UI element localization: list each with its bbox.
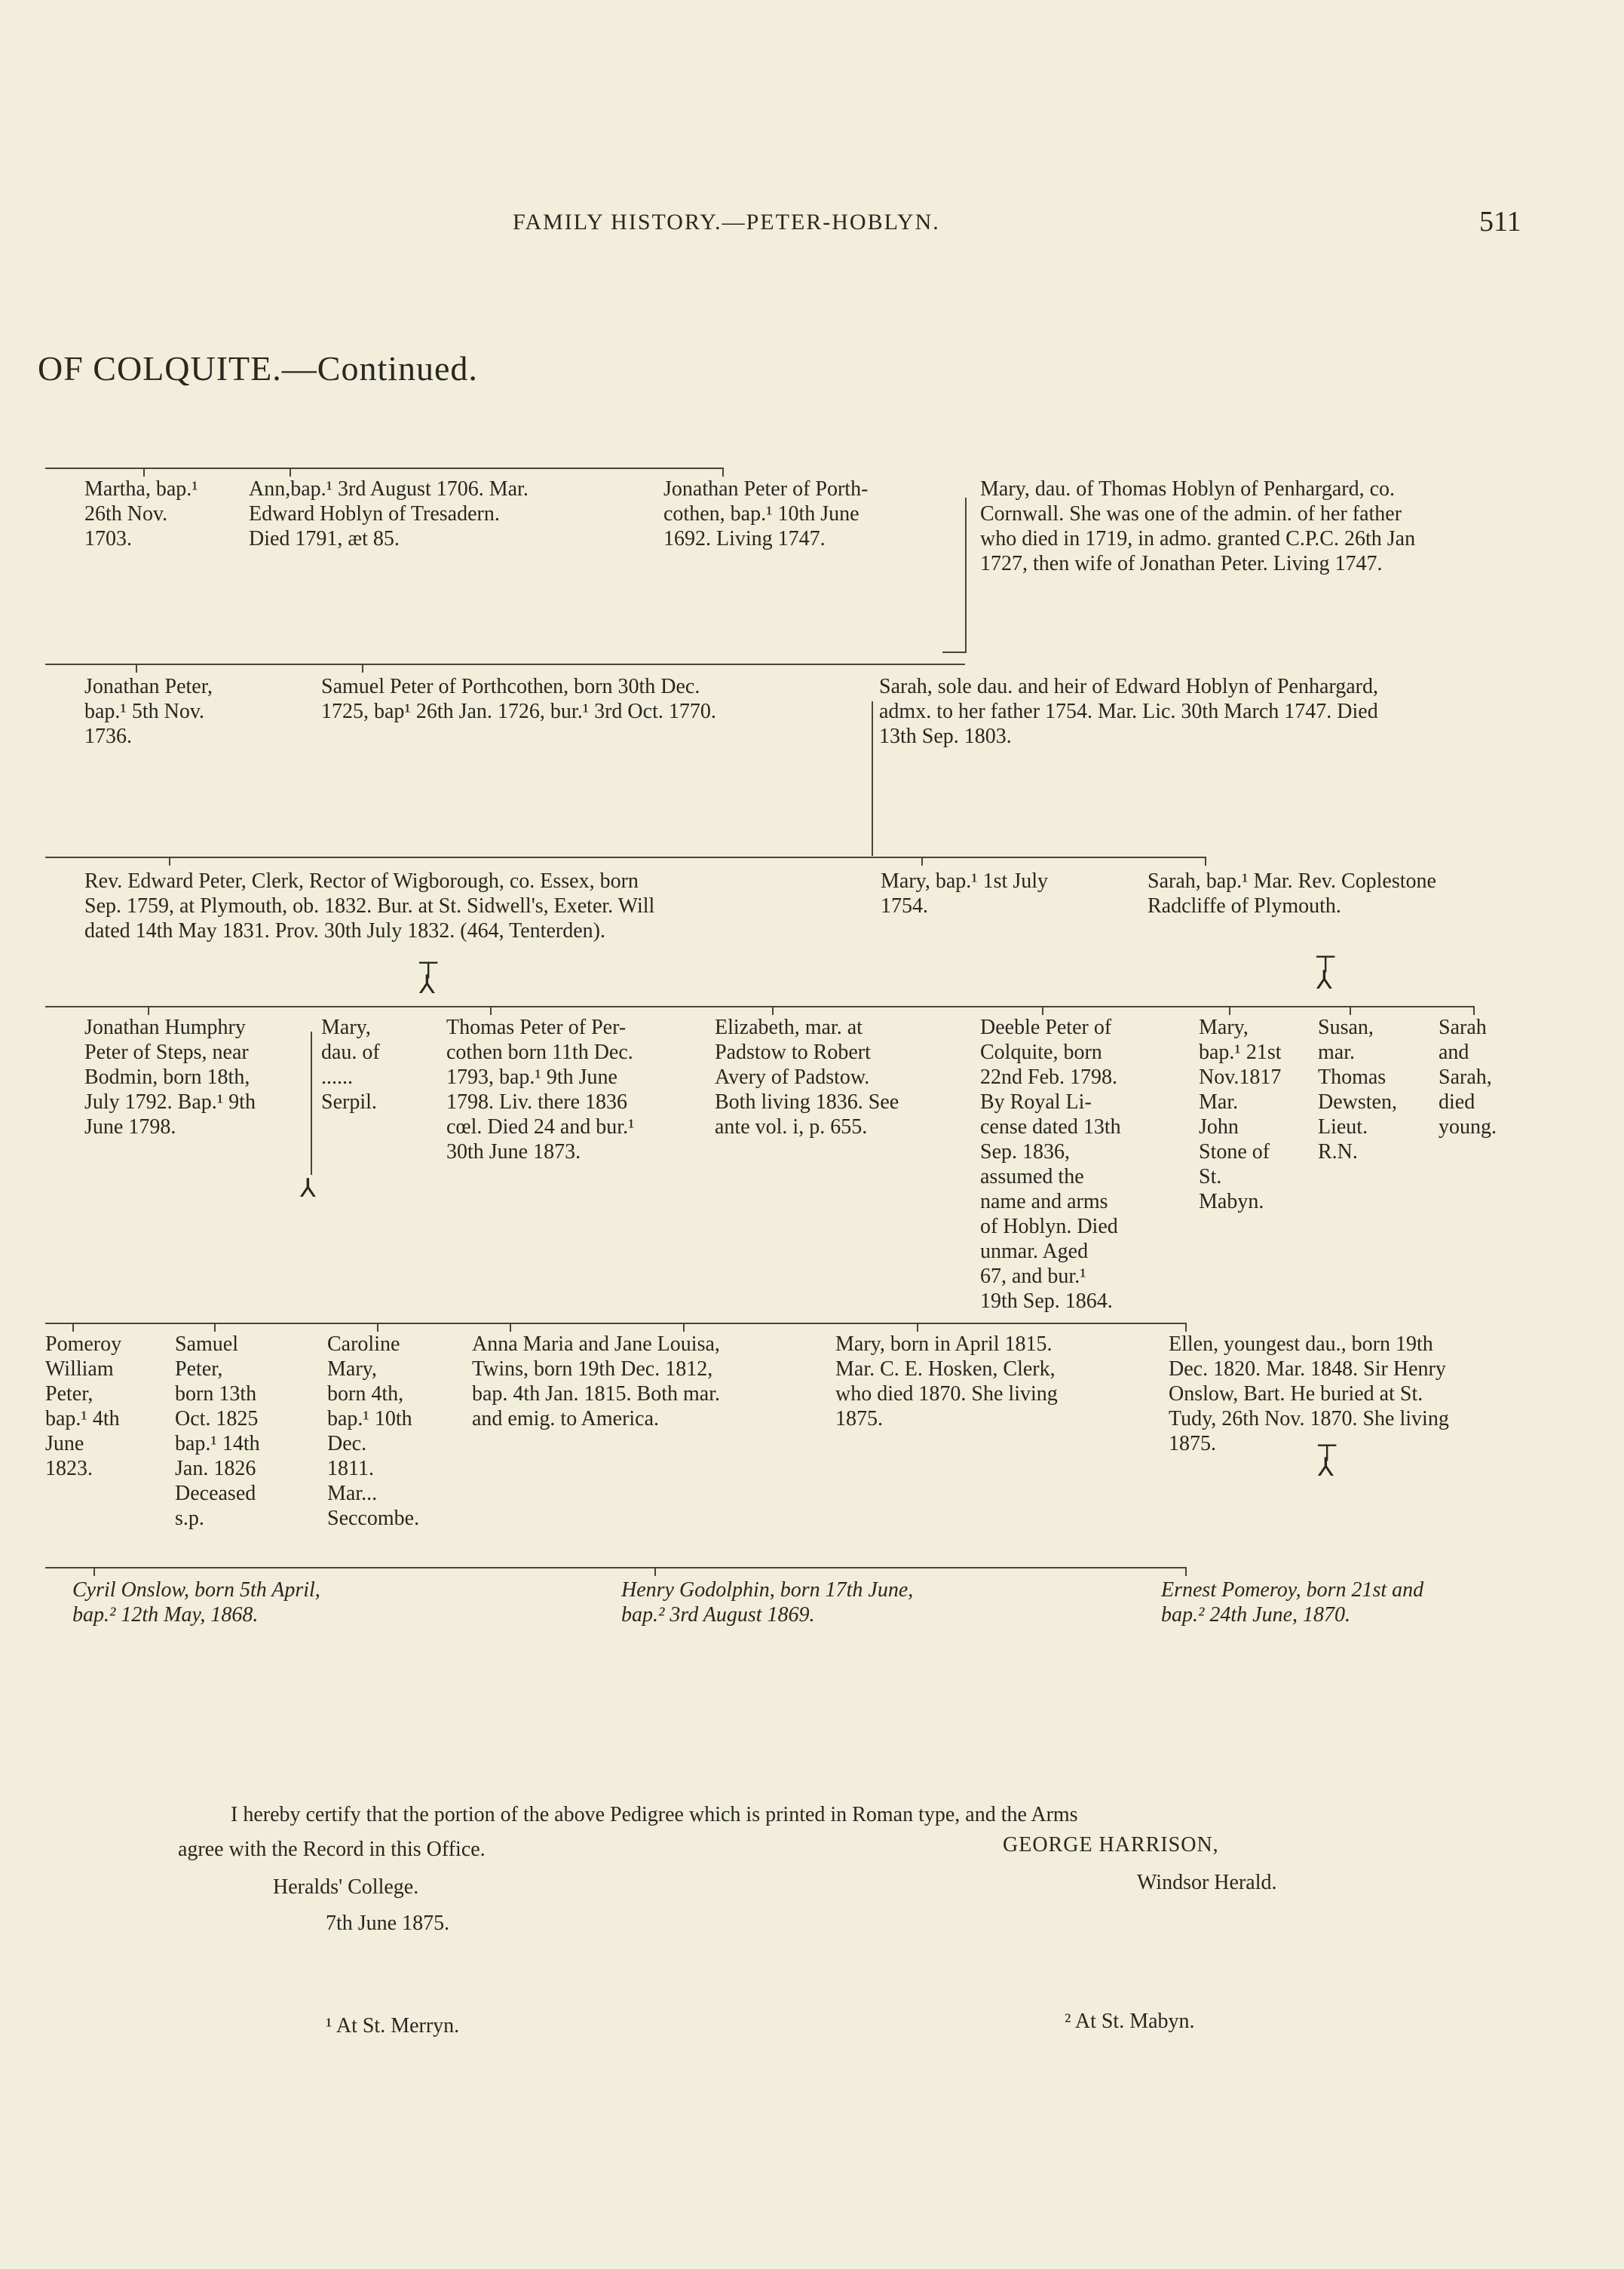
- section-title: OF COLQUITE.—Continued.: [38, 349, 478, 388]
- gen2-jonathan: Jonathan Peter, bap.¹ 5th Nov. 1736.: [84, 675, 213, 748]
- gen6-tick-cyril: [93, 1567, 95, 1576]
- gen1-sibling-line: [45, 468, 724, 469]
- certificate-signer-title: Windsor Herald.: [1137, 1871, 1277, 1894]
- gen5-mary-hosken: Mary, born in April 1815. Mar. C. E. Hosken, Clerk, who died 1870. She living 1875.: [835, 1332, 1058, 1430]
- gen3-edward-descent-fork: ⅄: [419, 971, 435, 999]
- gen6-tick-ernest: [1185, 1567, 1187, 1576]
- gen6-tick-henry: [654, 1567, 656, 1576]
- footnote-2: ² At St. Mabyn.: [1065, 2010, 1195, 2033]
- gen3-sibling-line: [45, 857, 1206, 858]
- gen5-tick-caroline: [377, 1323, 378, 1332]
- gen5-ellen-descent-fork: ⅄: [1318, 1454, 1334, 1482]
- gen4-tick-deeble: [1042, 1006, 1043, 1015]
- gen1-tick-martha: [143, 468, 145, 477]
- gen5-tick-mary: [917, 1323, 918, 1332]
- gen5-samuel: Samuel Peter, born 13th Oct. 1825 bap.¹ 14th Jan. 1826 Deceased s.p.: [175, 1332, 260, 1530]
- gen2-samuel: Samuel Peter of Porthcothen, born 30th Dec. 1725, bap¹ 26th Jan. 1726, bur.¹ 3rd Oct. 1770.: [321, 675, 716, 723]
- gen1-ann: Ann,bap.¹ 3rd August 1706. Mar. Edward Hoblyn of Tresadern. Died 1791, æt 85.: [249, 477, 529, 550]
- gen4-elizabeth: Elizabeth, mar. at Padstow to Robert Avery of Padstow. Both living 1836. See ante vol. i, p. 655.: [715, 1016, 899, 1139]
- gen3-mary: Mary, bap.¹ 1st July 1754.: [881, 869, 1049, 918]
- gen4-humphry-marriage-line: [311, 1032, 312, 1175]
- gen4-mary-serpil: Mary, dau. of ...... Serpil.: [321, 1016, 380, 1114]
- gen3-sarah-descent-fork: ⅄: [1316, 967, 1332, 995]
- certificate-signer: GEORGE HARRISON,: [1003, 1833, 1219, 1857]
- gen4-tick-mary-stone: [1229, 1006, 1230, 1015]
- gen1-mary-wife: Mary, dau. of Thomas Hoblyn of Penhargard, co. Cornwall. She was one of the admin. of her father who died in 1719, in admo. granted C.P.C. 26th Jan 1727, then wife of Jonathan Peter. Living 1747.: [980, 477, 1416, 575]
- gen5-anna-jane: Anna Maria and Jane Louisa, Twins, born 19th Dec. 1812, bap. 4th Jan. 1815. Both mar. and emig. to America.: [472, 1332, 720, 1430]
- gen4-tick-sarah-twins: [1473, 1006, 1475, 1015]
- gen3-tick-edward: [169, 857, 170, 866]
- gen3-edward: Rev. Edward Peter, Clerk, Rector of Wigborough, co. Essex, born Sep. 1759, at Plymouth, ob. 1832. Bur. at St. Sidwell's, Exeter. Will dated 14th May 1831. Prov. 30th July 1832. (464, Tenterden).: [84, 869, 655, 943]
- gen6-sibling-line: [45, 1567, 1187, 1568]
- gen6-henry: Henry Godolphin, born 17th June, bap.² 3rd August 1869.: [621, 1578, 914, 1627]
- gen3-tick-mary: [921, 857, 923, 866]
- gen3-tick-sarah: [1205, 857, 1206, 866]
- gen5-tick-anna: [510, 1323, 511, 1332]
- gen1-descent-line: [942, 652, 967, 653]
- gen4-mary-stone: Mary, bap.¹ 21st Nov.1817 Mar. John Stone of St. Mabyn.: [1199, 1016, 1282, 1213]
- footnote-1: ¹ At St. Merryn.: [326, 2014, 460, 2038]
- gen3-sarah: Sarah, bap.¹ Mar. Rev. Coplestone Radcliffe of Plymouth.: [1148, 869, 1436, 918]
- gen4-tick-thomas: [490, 1006, 492, 1015]
- gen4-sarah-twins: Sarah and Sarah, died young.: [1439, 1016, 1497, 1139]
- gen5-pomeroy: Pomeroy William Peter, bap.¹ 4th June 1823.: [45, 1332, 122, 1480]
- gen5-tick-jane: [683, 1323, 685, 1332]
- gen5-caroline: Caroline Mary, born 4th, bap.¹ 10th Dec. 1811. Mar... Seccombe.: [327, 1332, 420, 1530]
- gen3-sarah-descent-tee: ┬: [1316, 943, 1335, 970]
- gen5-ellen-descent-tee: ┬: [1318, 1431, 1337, 1459]
- gen4-thomas: Thomas Peter of Per- cothen born 11th Dec. 1793, bap.¹ 9th June 1798. Liv. there 1836 cœl. Died 24 and bur.¹ 30th June 1873.: [446, 1016, 635, 1164]
- gen4-deeble: Deeble Peter of Colquite, born 22nd Feb. 1798. By Royal Li- cense dated 13th Sep. 1836, assumed the name and arms of Hoblyn. Died unmar. Aged 67, and bur.¹ 19th Sep. 1864.: [980, 1016, 1121, 1313]
- gen6-cyril: Cyril Onslow, born 5th April, bap.² 12th May, 1868.: [72, 1578, 320, 1627]
- certificate-date: 7th June 1875.: [326, 1912, 450, 1935]
- gen4-tick-susan: [1350, 1006, 1351, 1015]
- gen1-jonathan: Jonathan Peter of Porth- cothen, bap.¹ 10th June 1692. Living 1747.: [663, 477, 869, 550]
- gen5-tick-ellen: [1185, 1323, 1187, 1332]
- gen5-tick-samuel: [214, 1323, 216, 1332]
- gen2-tick-samuel: [362, 664, 363, 673]
- certificate-line1: I hereby certify that the portion of the above Pedigree which is printed in Roman type, and the Arms: [231, 1803, 1078, 1826]
- gen4-jonathan-humphry: Jonathan Humphry Peter of Steps, near Bodmin, born 18th, July 1792. Bap.¹ 9th June 1798.: [84, 1016, 256, 1139]
- gen4-humphry-descent-fork: ⅄: [300, 1175, 316, 1203]
- running-title: FAMILY HISTORY.—PETER-HOBLYN.: [513, 210, 940, 235]
- gen1-marriage-line: [965, 498, 967, 652]
- gen1-martha: Martha, bap.¹ 26th Nov. 1703.: [84, 477, 198, 550]
- gen1-tick-ann: [290, 468, 291, 477]
- gen2-marriage-line: [872, 701, 873, 856]
- certificate-place: Heralds' College.: [273, 1875, 419, 1899]
- certificate-line2: agree with the Record in this Office.: [178, 1838, 486, 1861]
- gen2-sibling-line: [45, 664, 965, 665]
- gen2-sarah-wife: Sarah, sole dau. and heir of Edward Hoblyn of Penhargard, admx. to her father 1754. Mar. Lic. 30th March 1747. Died 13th Sep. 1803.: [879, 675, 1378, 748]
- gen5-ellen: Ellen, youngest dau., born 19th Dec. 1820. Mar. 1848. Sir Henry Onslow, Bart. He buried at St. Tudy, 26th Nov. 1870. She living 1875.: [1169, 1332, 1449, 1455]
- gen1-tick-jonathan: [722, 468, 724, 477]
- page-number: 511: [1479, 206, 1521, 238]
- gen4-susan: Susan, mar. Thomas Dewsten, Lieut. R.N.: [1318, 1016, 1397, 1164]
- gen2-tick-jonathan: [136, 664, 137, 673]
- gen4-sibling-line: [45, 1006, 1475, 1007]
- gen5-sibling-line: [45, 1323, 1187, 1324]
- gen4-tick-elizabeth: [772, 1006, 774, 1015]
- gen3-edward-descent-tee: ┬: [419, 949, 438, 977]
- gen6-ernest: Ernest Pomeroy, born 21st and bap.² 24th June, 1870.: [1161, 1578, 1424, 1627]
- gen5-tick-pomeroy: [72, 1323, 74, 1332]
- gen4-tick-jonathan-humphry: [148, 1006, 149, 1015]
